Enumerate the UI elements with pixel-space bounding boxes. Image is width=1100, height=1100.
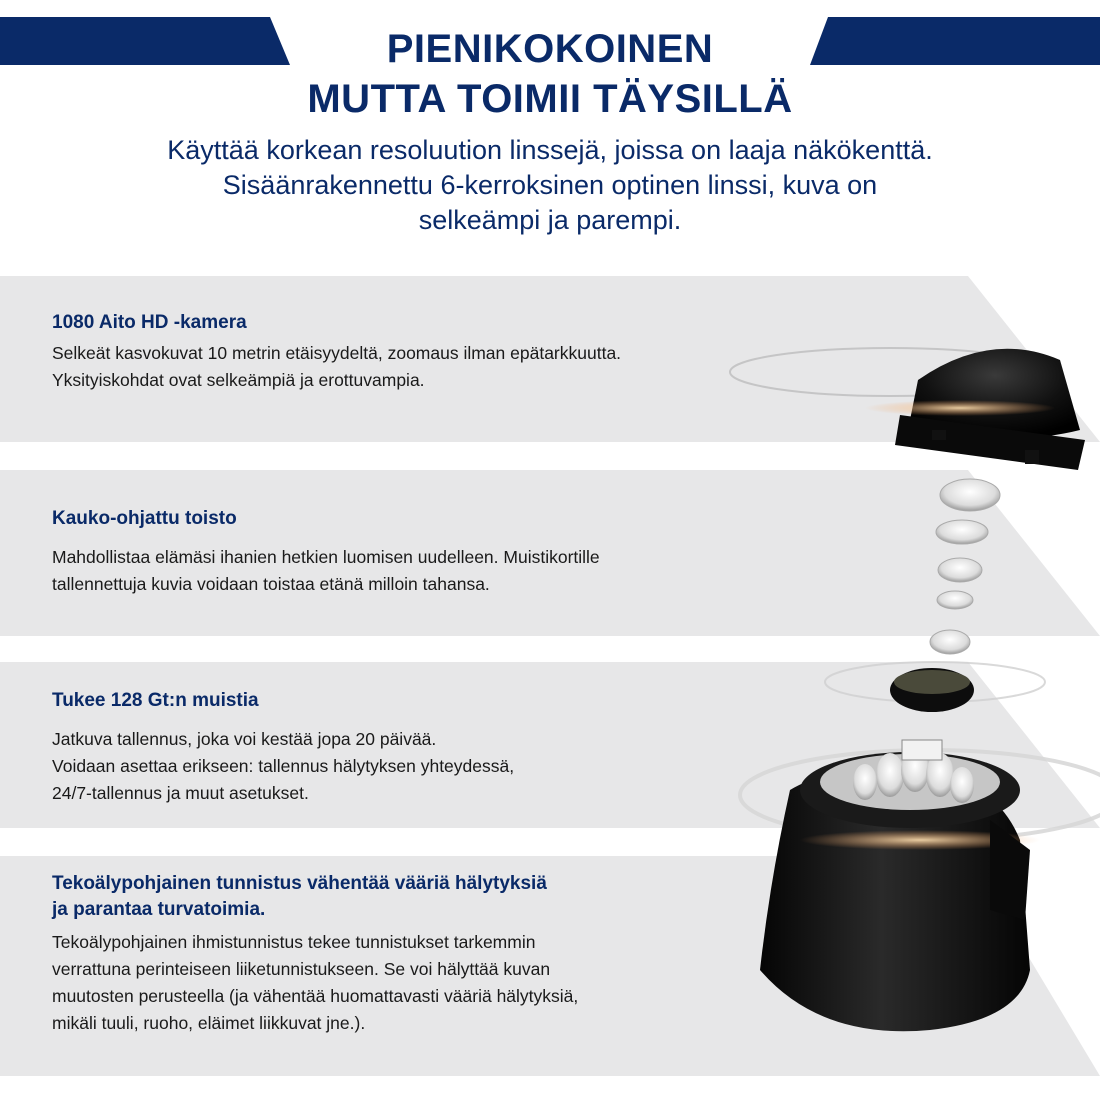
feature-title-line: ja parantaa turvatoimia. (52, 899, 266, 920)
camera-top-cap (730, 348, 1085, 470)
feature-desc-line: 24/7-tallennus ja muut asetukset. (52, 783, 309, 803)
feature-desc-line: Tekoälypohjainen ihmistunnistus tekee tunnistukset tarkemmin (52, 932, 536, 952)
camera-exploded-illustration (700, 320, 1100, 1080)
subtitle-line: Sisäänrakennettu 6-kerroksinen optinen linssi, kuva on (222, 170, 878, 200)
feature-title-line: Kauko-ohjattu toisto (52, 508, 237, 529)
feature-block-remote-playback (52, 506, 812, 598)
feature-title-line: Tukee 128 Gt:n muistia (52, 690, 259, 711)
feature-desc-line: Yksityiskohdat ovat selkeämpiä ja erottuvampia. (52, 370, 425, 390)
feature-title-line: 1080 Aito HD -kamera (52, 312, 247, 333)
feature-title (52, 310, 812, 336)
page-title-line: PIENIKOKOINEN (386, 27, 714, 71)
lens-stack (930, 479, 1000, 654)
feature-desc-line: muutosten perusteella (ja vähentää huomattavasti vääriä hälytyksiä, (52, 986, 579, 1006)
feature-desc-line: mikäli tuuli, ruoho, eläimet liikkuvat jne.). (52, 1013, 366, 1033)
feature-description (52, 340, 812, 394)
page-title (0, 24, 1100, 124)
feature-desc-line: Jatkuva tallennus, joka voi kestää jopa 20 päivää. (52, 729, 437, 749)
feature-desc-line: Mahdollistaa elämäsi ihanien hetkien luomisen uudelleen. Muistikortille (52, 547, 600, 567)
feature-desc-line: Voidaan asettaa erikseen: tallennus hälytyksen yhteydessä, (52, 756, 515, 776)
feature-block-hd-camera (52, 310, 812, 394)
feature-title (52, 871, 812, 923)
page-subtitle (40, 133, 1060, 238)
feature-block-ai-detection (52, 871, 812, 1037)
feature-description (52, 726, 812, 807)
camera-base-body (740, 740, 1100, 1031)
subtitle-line: Käyttää korkean resoluution linssejä, joissa on laaja näkökenttä. (167, 135, 933, 165)
feature-description (52, 544, 812, 598)
feature-description (52, 929, 812, 1037)
feature-block-memory (52, 688, 812, 807)
feature-title (52, 688, 812, 714)
feature-desc-line: verrattuna perinteiseen liiketunnistukseen. Se voi hälyttää kuvan (52, 959, 551, 979)
lens-ring (825, 662, 1045, 712)
feature-desc-line: tallennettuja kuvia voidaan toistaa etänä milloin tahansa. (52, 574, 490, 594)
feature-desc-line: Selkeät kasvokuvat 10 metrin etäisyydeltä, zoomaus ilman epätarkkuutta. (52, 343, 622, 363)
subtitle-line: selkeämpi ja parempi. (418, 205, 682, 235)
page-title-line: MUTTA TOIMII TÄYSILLÄ (307, 77, 793, 121)
feature-title-line: Tekoälypohjainen tunnistus vähentää vääriä hälytyksiä (52, 873, 547, 894)
feature-title (52, 506, 812, 532)
